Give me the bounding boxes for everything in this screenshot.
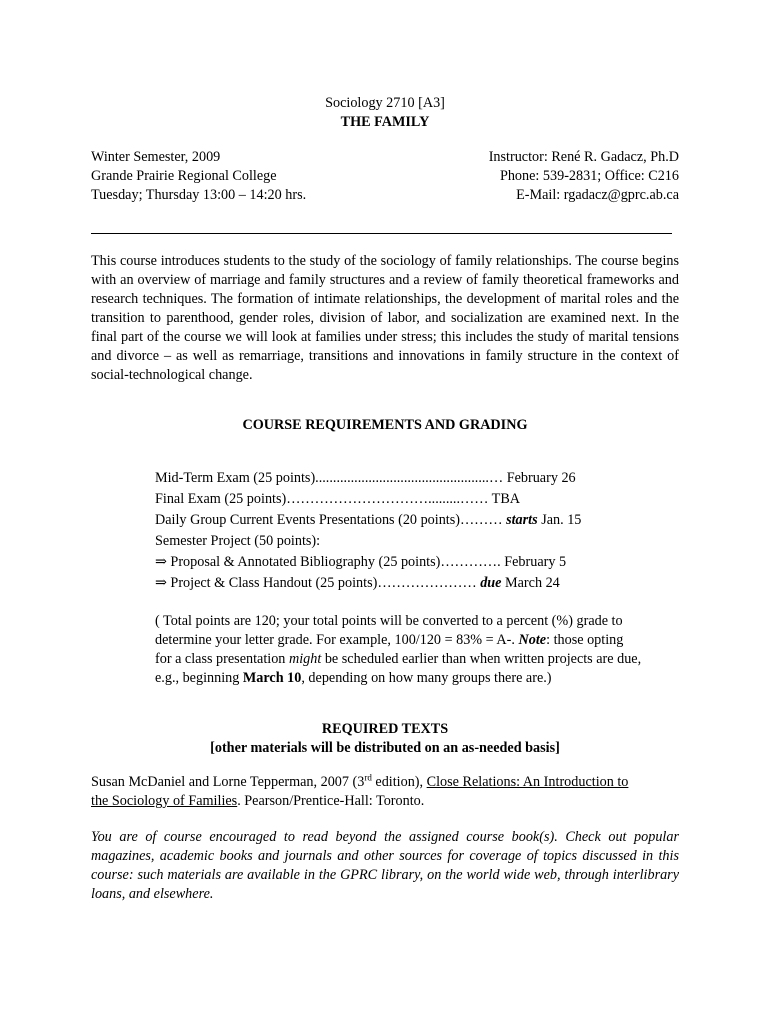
- midterm-item: Mid-Term Exam (25 points).................................................… February 26: [155, 470, 576, 486]
- note-line-1: ( Total points are 120; your total points will be converted to a percent (%) grade to: [155, 613, 623, 629]
- proposal-item: ⇒ Proposal & Annotated Bibliography (25 points)…………. February 5: [155, 554, 567, 570]
- document-title-block: [0, 94, 770, 132]
- instructor-line: Instructor: René R. Gadacz, Ph.D: [488, 149, 679, 165]
- note-line-3: [155, 650, 695, 669]
- project-handout-item: [155, 574, 695, 595]
- semester-line: Winter Semester, 2009: [91, 149, 221, 165]
- note-line-3-text: for a class presentation: [155, 651, 289, 667]
- note-line-2-end: : those opting: [546, 632, 624, 648]
- note-line-2-text: determine your letter grade. For example, 100/120 = 83% = A-.: [155, 632, 519, 648]
- project-text: ⇒ Project & Class Handout (25 points)…………………: [155, 575, 481, 591]
- textbook-citation: [91, 773, 691, 811]
- required-texts-title: REQUIRED TEXTS: [321, 721, 449, 737]
- final-item: Final Exam (25 points)………………………….........…… TBA: [155, 491, 521, 507]
- citation-line-1: [91, 773, 691, 792]
- march-10-bold: March 10: [242, 670, 302, 686]
- semester-info: [91, 148, 306, 205]
- college-line: Grande Prairie Regional College: [91, 168, 277, 184]
- book-title-part-1: Close Relations: An Introduction to: [426, 774, 629, 790]
- citation-publisher: . Pearson/Prentice-Hall: Toronto.: [237, 793, 425, 809]
- required-texts-subtitle: [other materials will be distributed on an as-needed basis]: [210, 740, 560, 756]
- daily-emphasis: starts: [506, 512, 538, 528]
- note-line-2: [155, 631, 695, 650]
- project-date: March 24: [501, 575, 560, 591]
- requirements-heading: COURSE REQUIREMENTS AND GRADING: [242, 417, 528, 433]
- course-code: Sociology 2710 [A3]: [325, 95, 445, 111]
- might-emphasis: might: [288, 651, 322, 667]
- semester-project-item: Semester Project (50 points):: [155, 533, 321, 549]
- grading-note: [155, 612, 695, 688]
- project-emphasis: due: [480, 575, 502, 591]
- edition-superscript: rd: [364, 772, 372, 783]
- requirements-list: [155, 469, 695, 595]
- course-description: This course introduces students to the study of the sociology of family relationships. The course begins with an overview of marriage and family structures and a review of family theoretical frameworks and research techniques. The formation of intimate relationships, the development of marital roles and the transition to parenthood, gender roles, division of labor, and socialization are examined next. In the final part of the course we will look at families under stress; this includes the study of marital tensions and divorce – as well as remarriage, transitions and innovations in family structure in the context of social-technological change.: [91, 253, 679, 383]
- note-line-4-text: e.g., beginning: [155, 670, 243, 686]
- note-line-3-end: be scheduled earlier than when written projects are due,: [321, 651, 642, 667]
- daily-presentations-item: [155, 511, 695, 532]
- schedule-line: Tuesday; Thursday 13:00 – 14:20 hrs.: [91, 187, 307, 203]
- citation-edition: edition),: [371, 774, 427, 790]
- course-title: THE FAMILY: [340, 114, 430, 130]
- email-line: E-Mail: rgadacz@gprc.ab.ca: [516, 187, 679, 203]
- phone-line: Phone: 539-2831; Office: C216: [499, 168, 679, 184]
- citation-authors: Susan McDaniel and Lorne Tepperman, 2007 (3: [91, 774, 365, 790]
- horizontal-rule: [91, 233, 672, 234]
- reading-encouragement: You are of course encouraged to read beyond the assigned course book(s). Check out popular magazines, academic books and journals and other sources for coverage of topics discussed in this course: such materials are available in the GPRC library, on the world wide web, through interlibrary loans, and elsewhere.: [91, 829, 679, 902]
- daily-date: Jan. 15: [537, 512, 582, 528]
- note-line-4: [155, 669, 695, 688]
- instructor-info: [489, 148, 679, 205]
- note-line-4-end: , depending on how many groups there are.): [301, 670, 552, 686]
- book-title-part-2: the Sociology of Families: [91, 793, 238, 809]
- required-texts-heading: [0, 720, 770, 758]
- daily-text: Daily Group Current Events Presentations (20 points)………: [155, 512, 507, 528]
- citation-line-2: [91, 792, 691, 811]
- note-emphasis: Note: [518, 632, 547, 648]
